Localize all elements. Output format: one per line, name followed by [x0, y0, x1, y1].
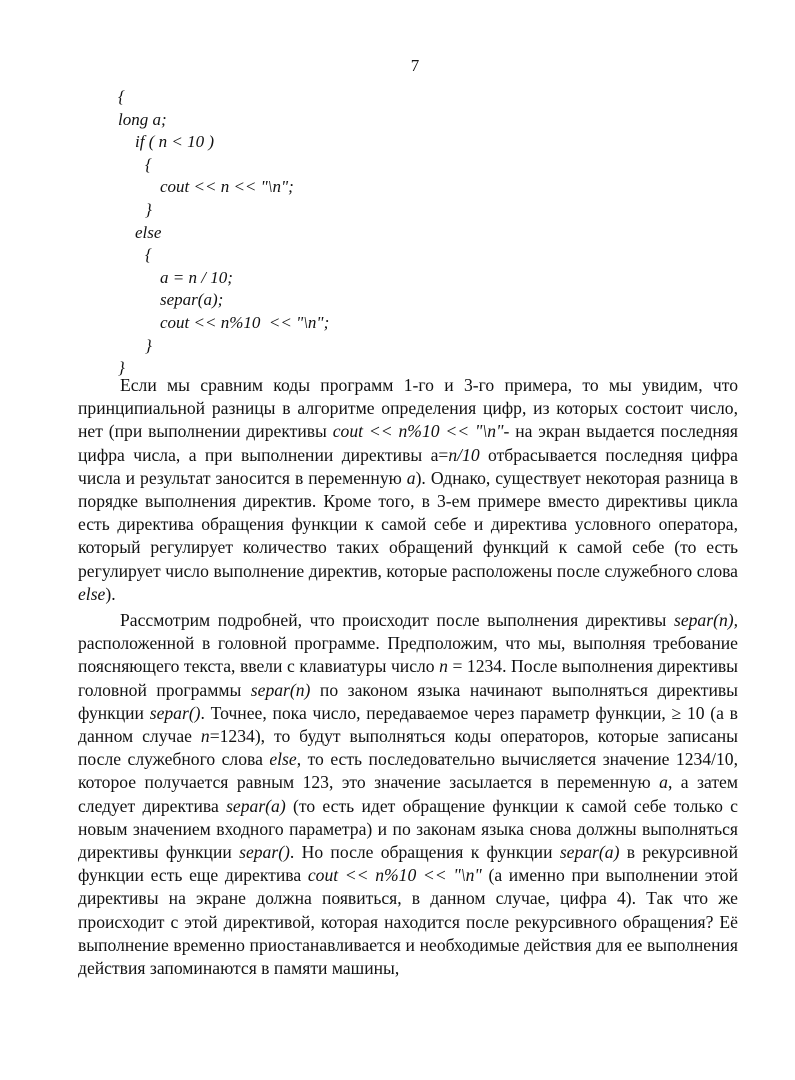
paragraph — [78, 609, 738, 980]
text-run: . Но после обращения к функции — [289, 842, 560, 863]
body-text — [78, 374, 738, 980]
code-line: a = n / 10; — [160, 267, 233, 287]
text-run: Рассмотрим подробней, что происходит после выполнения директивы — [120, 610, 674, 631]
inline-code: separ(a) — [226, 795, 286, 816]
inline-code: separ(n) — [250, 679, 311, 700]
text-run: = 1234. После выполнения директивы головной программы — [78, 656, 738, 700]
code-line: { — [145, 245, 152, 265]
paragraph — [78, 374, 738, 606]
text-run: (а именно при выполнении этой директивы на экране должна появиться, в данном случае, цифра 4). Так что же происходит с этой директивой, которая находится после рекурсивного обращения? Её выполнение временно приостанавливается и необходимые действия для ее выполнения действия запоминаются в памяти машины, — [78, 865, 738, 979]
text-run: , а затем следует директива — [78, 772, 738, 816]
code-line: { — [145, 154, 152, 174]
inline-code: n — [439, 656, 448, 677]
text-run: - на экран выдается последняя цифра числа, а при выполнении директивы a= — [78, 421, 739, 465]
text-run: =1234), то будут выполняться коды операторов, которые записаны после служебного слова — [78, 726, 739, 770]
inline-code: separ(n), — [673, 610, 738, 631]
code-line: { — [118, 87, 125, 106]
inline-code: separ() — [239, 842, 290, 863]
page-number: 7 — [410, 56, 420, 75]
text-run: . Точнее, пока число, передаваемое через параметр функции, ≥ 10 (а в данном случае — [78, 702, 738, 747]
text-run: , то есть последовательно вычисляется значение 1234/10, которое получается равным 123, это значение засылается в переменную — [78, 749, 738, 793]
text-run: отбрасывается последняя цифра числа и результат заносится в переменную — [78, 444, 738, 488]
code-line: cout << n << "\n"; — [160, 177, 294, 197]
inline-code: a — [659, 772, 668, 793]
code-line: separ(a); — [160, 290, 224, 310]
text-run: в рекурсивной функции есть еще директива — [78, 842, 738, 886]
text-run: ). — [105, 583, 116, 604]
code-line: long a; — [118, 109, 167, 129]
code-listing — [118, 86, 329, 380]
text-run: (то есть идет обращение функции к самой себе только с новым значением входного параметра) и по законам языка снова должны выполняться директивы функции — [78, 795, 738, 863]
inline-code: cout << n%10 << "\n" — [332, 421, 504, 442]
code-line: } — [118, 358, 125, 378]
code-line: cout << n%10 << "\n"; — [160, 312, 330, 332]
text-run: ). Однако, существует некоторая разница в порядке выполнения директив. Кроме того, в 3-ем примере вместо директивы цикла есть директива обращения функции к самой себе и директива условного оператора, который регулирует количество таких обращений функций к самой себе (то есть регулирует число выполнение директив, которые расположены после служебного слова — [78, 467, 738, 581]
code-line: } — [145, 335, 152, 355]
code-line: } — [145, 199, 152, 219]
text-run: расположенной в головной программе. Предположим, что мы, выполняя требование поясняющего текста, ввели с клавиатуры число — [78, 633, 738, 677]
code-line: if ( n < 10 ) — [135, 132, 214, 152]
inline-code: separ(a) — [559, 842, 620, 863]
inline-code: else — [269, 749, 297, 770]
inline-code: n — [200, 726, 210, 747]
inline-code: else — [78, 583, 106, 604]
code-line: else — [135, 222, 162, 242]
text-run: Если мы сравним коды программ 1-го и 3-го примера, то мы увидим, что принципиальной разницы в алгоритме определения цифр, из которых состоит число, нет (при выполнении директивы — [78, 375, 738, 442]
inline-code: cout << n%10 << "\n" — [307, 865, 482, 886]
inline-code: a — [406, 467, 416, 488]
inline-code: separ() — [149, 702, 201, 723]
text-run: по законом языка начинают выполняться директивы функции — [78, 679, 738, 723]
inline-code: n/10 — [448, 444, 480, 465]
